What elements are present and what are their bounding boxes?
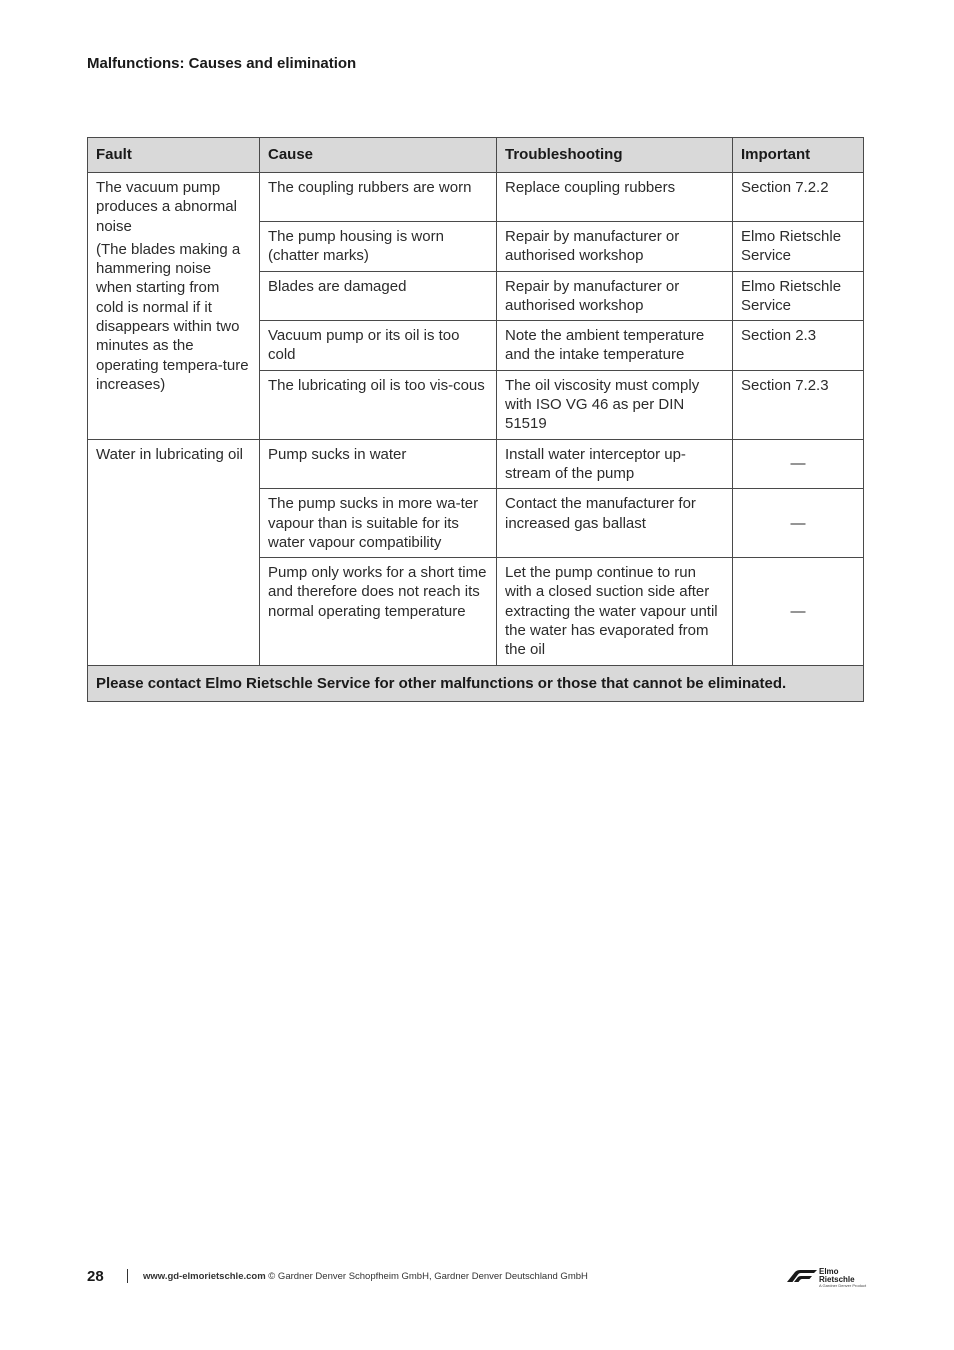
footer-divider	[127, 1269, 128, 1283]
logo-tagline: A Gardner Denver Product	[819, 1283, 867, 1288]
header-important: Important	[733, 138, 864, 173]
table-footer-row	[88, 665, 864, 701]
table-row	[88, 173, 864, 222]
cause-cell: The pump housing is worn (chatter marks)	[260, 222, 497, 272]
cause-cell: Pump only works for a short time and therefore does not reach its normal operating temperature	[260, 558, 497, 665]
contact-note: Please contact Elmo Rietschle Service for other malfunctions or those that cannot be eliminated.	[88, 665, 864, 701]
header-fault: Fault	[88, 138, 260, 173]
elmo-rietschle-logo	[787, 1267, 867, 1289]
fault-description: The vacuum pump produces a abnormal noise	[96, 179, 237, 235]
fault-note: (The blades making a hammering noise when starting from cold is normal if it disappears within two minutes as the operating tempera-ture increases)	[96, 240, 249, 393]
logo-swoosh-icon	[787, 1269, 817, 1283]
important-cell: Elmo Rietschle Service	[733, 271, 864, 321]
cause-cell: The lubricating oil is too vis-cous	[260, 370, 497, 439]
troubleshooting-cell: Install water interceptor up-stream of the pump	[497, 439, 733, 489]
troubleshooting-cell: Repair by manufacturer or authorised workshop	[497, 222, 733, 272]
troubleshooting-cell: The oil viscosity must comply with ISO VG 46 as per DIN 51519	[497, 370, 733, 439]
footer-url[interactable]: www.gd-elmorietschle.com	[143, 1271, 266, 1282]
troubleshooting-cell: Contact the manufacturer for increased gas ballast	[497, 489, 733, 558]
important-cell: —	[733, 489, 864, 558]
cause-cell: Pump sucks in water	[260, 439, 497, 489]
important-cell: Section 2.3	[733, 321, 864, 371]
cause-cell: Blades are damaged	[260, 271, 497, 321]
important-cell: —	[733, 439, 864, 489]
fault-cell	[88, 439, 260, 665]
page-footer	[87, 1267, 867, 1289]
troubleshooting-cell: Replace coupling rubbers	[497, 173, 733, 222]
footer-copyright: © Gardner Denver Schopfheim GmbH, Gardner Denver Deutschland GmbH	[268, 1271, 588, 1282]
header-troubleshooting: Troubleshooting	[497, 138, 733, 173]
troubleshooting-cell: Let the pump continue to run with a closed suction side after extracting the water vapour until the water has evaporated from the oil	[497, 558, 733, 665]
troubleshooting-cell: Note the ambient temperature and the intake temperature	[497, 321, 733, 371]
important-cell: Section 7.2.3	[733, 370, 864, 439]
cause-cell: The coupling rubbers are worn	[260, 173, 497, 222]
cause-cell: Vacuum pump or its oil is too cold	[260, 321, 497, 371]
footer-text	[143, 1271, 588, 1282]
table-header-row	[88, 138, 864, 173]
section-title: Malfunctions: Causes and elimination	[87, 55, 357, 72]
header-cause: Cause	[260, 138, 497, 173]
cause-cell: The pump sucks in more wa-ter vapour than is suitable for its water vapour compatibility	[260, 489, 497, 558]
troubleshooting-cell: Repair by manufacturer or authorised workshop	[497, 271, 733, 321]
important-cell: Elmo Rietschle Service	[733, 222, 864, 272]
malfunctions-table	[87, 137, 864, 702]
fault-description: Water in lubricating oil	[96, 445, 244, 463]
fault-cell	[88, 173, 260, 440]
page-number: 28	[87, 1268, 104, 1285]
important-cell: Section 7.2.2	[733, 173, 864, 222]
logo-wordmark: Elmo Rietschle	[819, 1267, 855, 1284]
important-cell: —	[733, 558, 864, 665]
table-row	[88, 439, 864, 489]
